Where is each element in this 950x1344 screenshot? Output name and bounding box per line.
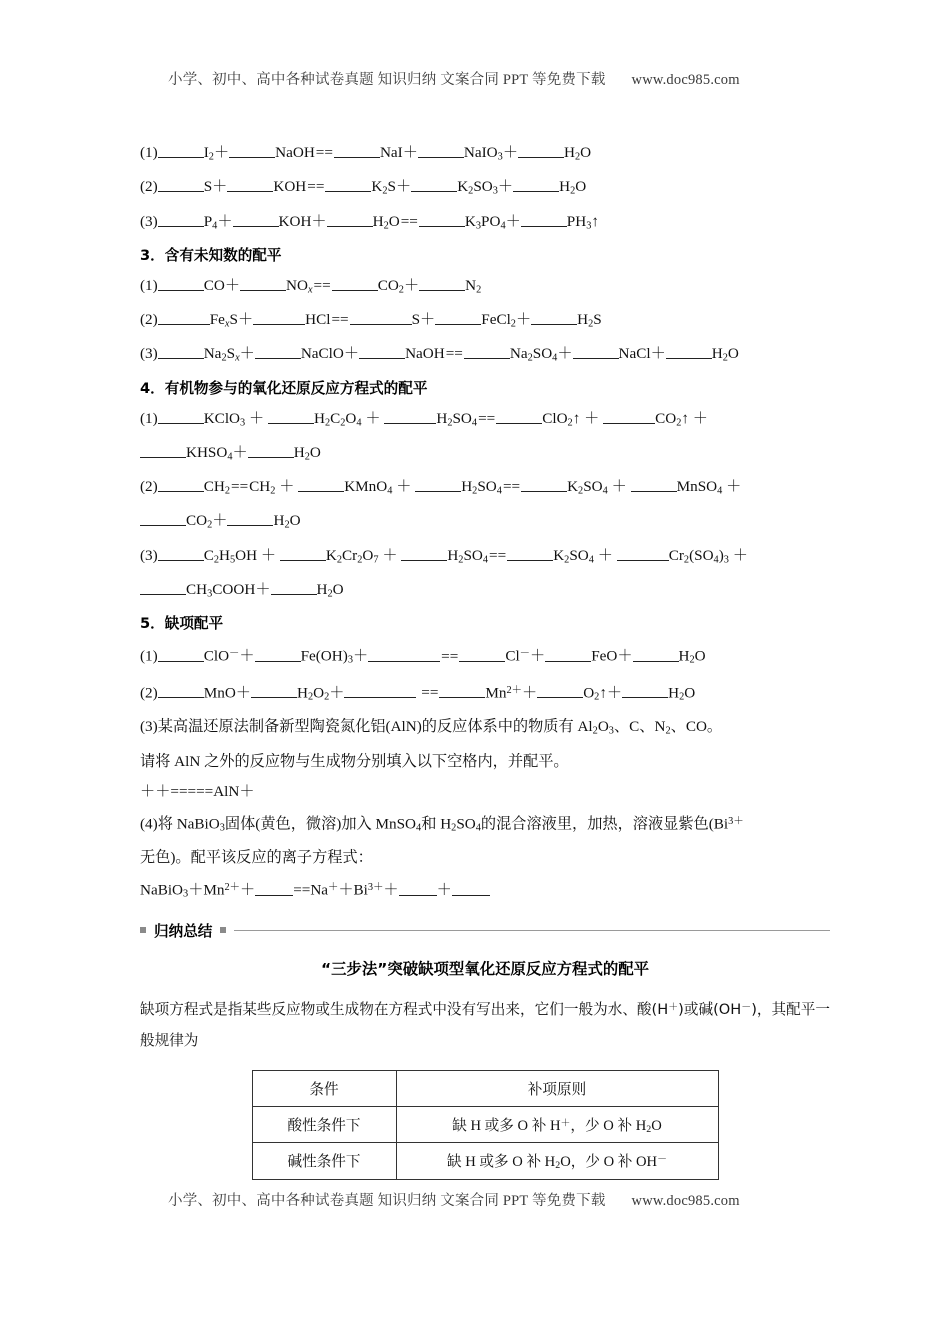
blank-field[interactable] [240,276,286,290]
blank-field[interactable] [573,345,619,359]
blank-field[interactable] [158,144,204,158]
blank-field[interactable] [418,144,464,158]
reactant-mn: ＋Mn [188,881,225,899]
table-header-row [252,1071,718,1107]
blank-field[interactable] [227,512,273,526]
rule-acidic-b: ，少 O 补 H [570,1118,647,1135]
summary-body-text-c: )，其配平一般规律为 [140,1001,830,1049]
blank-field[interactable] [233,212,279,226]
equation-row: (1) KClO$_3$ ＋ $H_2C_2O_4 + H_2SO_4==$ ClO$_2$↑ ＋ $CO_2↑$ ＋ $KHSO_4+ H_2O$ [140,409,708,463]
equation-number: (1) [140,144,158,161]
blank-field[interactable] [251,684,297,698]
blank-field[interactable] [531,311,577,325]
rule-basic-a: 缺 H 或多 O 补 H [446,1154,556,1171]
equals-sign: ===== [170,782,214,800]
blank-field[interactable] [253,311,305,325]
question-item-4-text-b: 固体(黄色，微溶)加入 MnSO [224,814,417,832]
blank-field[interactable] [401,546,447,560]
blank-field[interactable] [496,409,542,423]
table-cell-condition-basic: 碱性条件下 [252,1143,396,1179]
product-aln: AlN＋ [213,782,255,800]
blank-field[interactable] [158,478,204,492]
plus-sign-1: ＋ [140,782,156,800]
document-body [140,138,830,1180]
equation-number: (2) [140,478,158,496]
running-footer [0,1189,950,1210]
blank-field[interactable] [158,647,204,661]
blank-field[interactable] [368,647,440,661]
blank-field[interactable] [518,144,564,158]
blank-field[interactable] [140,580,186,594]
blank-field[interactable] [248,443,294,457]
summary-body-text-a: 缺项方程式是指某些反应物或生成物在方程式中没有写出来，它们一般为水、酸(H [140,1001,669,1019]
blank-field[interactable] [280,546,326,560]
blank-field[interactable] [384,409,436,423]
blank-field[interactable] [350,311,412,325]
question-item-3-equation [140,777,830,807]
equation-row: (2) $CH_2==CH_2$ ＋ KMnO$_4$ ＋ $H_2SO_4== K_2SO_4$ ＋ MnSO$_4$ ＋ $CO_2+ H_2O$ [140,478,742,531]
question-item-3-text-c: 、CO。 [670,718,723,736]
rule-basic-b: O，少 O 补 OH [560,1154,658,1171]
equation-number: (3) [140,345,158,363]
question-item-4-text-d: SO [456,814,476,832]
square-bullet-right-icon [220,927,226,933]
blank-field[interactable] [158,311,210,325]
question-item-3-line1: (3)某高温还原法制备新型陶瓷氮化铝(AlN)的反应体系中的物质有 $Al_2O_3$、C、$N_2$、CO。 [140,718,723,737]
equation-number: (3) [140,212,158,230]
running-footer-url: www.doc985.com [631,1193,740,1209]
blank-field[interactable] [158,212,204,226]
blank-field[interactable] [666,345,712,359]
blank-field[interactable] [298,478,344,492]
running-footer-text: 小学、初中、高中各种试卷真题 知识归纳 文案合同 PPT 等免费下载 [168,1193,606,1209]
blank-field[interactable] [268,409,314,423]
blank-field[interactable] [140,443,186,457]
plus-sign-3: ＋ [240,881,256,899]
summary-banner-title: 归纳总结 [154,922,213,940]
equation-number: (2) [140,311,158,329]
table-row [252,1143,718,1179]
product-bi: ＋Bi [338,881,368,899]
blank-field[interactable] [435,311,481,325]
equation-number: (1) [140,276,158,294]
table-header-condition: 条件 [252,1071,396,1107]
table-row [252,1107,718,1143]
equation-number: (1) [140,409,158,427]
blank-field[interactable] [633,647,679,661]
running-header-text: 小学、初中、高中各种试卷真题 知识归纳 文案合同 PPT 等免费下载 [168,72,606,88]
question-item-3-text-b: 、C、N [613,718,666,736]
reactant-nabio3: NaBiO [140,881,184,899]
blank-field[interactable] [255,881,293,895]
blank-field[interactable] [158,345,204,359]
table-cell-rule-basic: 缺 H 或多 O 补 $H_2O$，少 O 补 OH－ [396,1143,718,1179]
blank-field[interactable] [334,144,380,158]
blank-field[interactable] [227,178,273,192]
blank-field[interactable] [332,276,378,290]
question-item-4-equation: $NaBiO_3+Mn^{2+}+ ==Na^++Bi^{3+}+$ ＋ [140,873,830,910]
补项原则-table [252,1070,719,1179]
section-heading-3: 3．含有未知数的配平 [140,246,282,264]
table-cell-rule-acidic: 缺 H 或多 O 补 H＋，少 O 补 $H_2O$ [396,1107,718,1143]
equation-row: (2) $MnO+ H_2O_2+ == Mn^{2+}+$ $O_2↑+ H_2O$ [140,684,696,703]
plus-sign-5: ＋ [436,881,452,899]
question-item-4-text-a: (4)将 NaBiO [140,814,220,832]
blank-field[interactable] [521,212,567,226]
question-item-4-text-c: 和 H [421,814,452,832]
blank-field[interactable] [507,546,553,560]
blank-field[interactable] [399,881,437,895]
equation-number: (2) [140,684,158,702]
blank-field[interactable] [411,178,457,192]
equation-row: (3) $C_2H_5OH + K_2Cr_2O_7 + H_2SO_4== K_2SO_4 + Cr_2(SO_4)_3$ ＋ $CH_3COOH+ H_2O$ [140,546,748,600]
equation-number: (3) [140,546,158,564]
blank-field[interactable] [344,684,416,698]
blank-field[interactable] [415,478,461,492]
section-heading-4: 4．有机物参与的氧化还原反应方程式的配平 [140,379,428,397]
blank-field[interactable] [158,546,204,560]
equation-row: (2) $S+ KOH== K_2S+ K_2SO_3+ H_2O$ [140,178,587,197]
plus-sign-4: ＋ [383,881,399,899]
equation-row: (3) $Na_2S_x+$ NaClO＋ NaOH== $Na_2SO_4+$ NaCl＋ $H_2O$ [140,345,739,364]
blank-field[interactable] [617,546,669,560]
blank-field[interactable] [464,345,510,359]
blank-field[interactable] [419,212,465,226]
section-heading-5: 5．缺项配平 [140,615,224,633]
blank-field[interactable] [158,276,204,290]
blank-field[interactable] [631,478,677,492]
rule-acidic-a: 缺 H 或多 O 补 H [452,1118,561,1135]
question-item-4-line1: (4)将 NaBiO$_3$固体(黄色，微溶)加入 MnSO$_4$和 $H_2SO_4$的混合溶液里，加热，溶液显紫色($Bi^{3+}$ [140,814,744,834]
blank-field[interactable] [622,684,668,698]
equation-row: (1) $CO+ NO_x== CO_2+ N_2$ [140,276,482,296]
summary-banner [140,920,830,941]
question-item-3-text-a: (3)某高温还原法制备新型陶瓷氮化铝(AlN)的反应体系中的物质有 Al [140,718,593,736]
blank-field[interactable] [359,345,405,359]
question-item-4-text-e: 的混合溶液里，加热，溶液显紫色(Bi [480,814,729,832]
plus-sign-2: ＋ [155,782,171,800]
blank-field[interactable] [229,144,275,158]
equation-row: (3) $P_4+ KOH+ H_2O== K_3PO_4+$ $PH_3↑$ [140,212,599,231]
table-header-principle: 补项原则 [396,1071,718,1107]
blank-field[interactable] [140,512,186,526]
blank-field[interactable] [545,647,591,661]
blank-field[interactable] [537,684,583,698]
blank-field[interactable] [419,276,465,290]
table-cell-condition-acidic: 酸性条件下 [252,1107,396,1143]
summary-body-text-b: )或碱(OH [678,1001,742,1019]
banner-divider [234,930,830,931]
summary-title: “三步法”突破缺项型氧化还原反应方程式的配平 [320,959,650,978]
question-item-4-line2: 无色)。配平该反应的离子方程式： [140,849,373,867]
equation-row: (2) $Fe_xS+ HCl== S+$ FeCl$_2$＋ $H_2S$ [140,311,602,330]
running-header-url: www.doc985.com [631,72,740,88]
equation-row: (1) $ClO^-+ Fe(OH)_3+ == Cl^-+ FeO+ H_2O$ [140,647,706,666]
question-item-3-line2: 请将 AlN 之外的反应物与生成物分别填入以下空格内，并配平。 [140,752,569,770]
running-header [0,68,950,89]
blank-field[interactable] [439,684,485,698]
rule-acidic-c: O [651,1118,662,1135]
summary-body: 缺项方程式是指某些反应物或生成物在方程式中没有写出来，它们一般为水、酸(H＋)或碱(OH－)，其配平一般规律为 [140,1001,830,1049]
blank-field[interactable] [452,881,490,895]
blank-field[interactable] [255,647,301,661]
blank-field[interactable] [255,345,301,359]
blank-field[interactable] [459,647,505,661]
equation-number: (2) [140,178,158,196]
blank-field[interactable] [158,409,204,423]
equation-row: (1) $I_2+$ NaOH== NaI＋ NaIO$_3$＋ $H_2O$ [140,144,592,163]
blank-field[interactable] [513,178,559,192]
blank-field[interactable] [521,478,567,492]
blank-field[interactable] [603,409,655,423]
blank-field[interactable] [271,580,317,594]
blank-field[interactable] [158,684,204,698]
equals-na: ==Na [293,881,329,899]
blank-field[interactable] [325,178,371,192]
equation-number: (1) [140,647,158,665]
blank-field[interactable] [327,212,373,226]
blank-field[interactable] [158,178,204,192]
